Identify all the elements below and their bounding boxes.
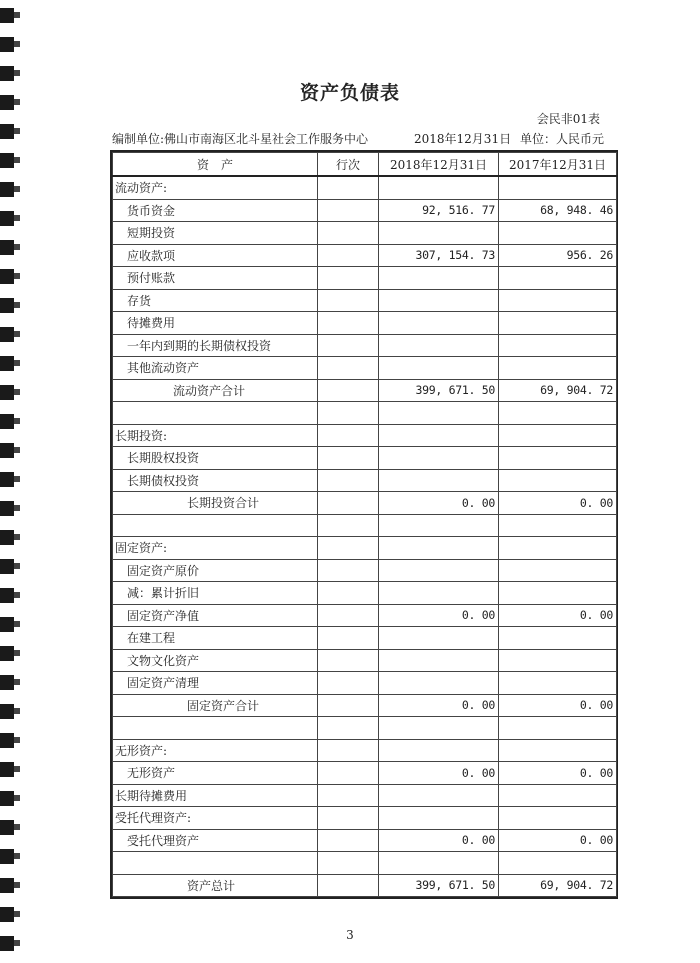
row-line-no bbox=[318, 492, 379, 515]
table-row bbox=[113, 469, 617, 492]
row-prior-value bbox=[499, 739, 617, 762]
row-current-value bbox=[379, 514, 499, 537]
table-row bbox=[113, 289, 617, 312]
row-current-value bbox=[379, 447, 499, 470]
table-header-row bbox=[113, 153, 617, 177]
row-label: 固定资产原价 bbox=[113, 559, 318, 582]
table-row bbox=[113, 852, 617, 875]
row-label: 应收款项 bbox=[113, 244, 318, 267]
row-label: 长期待摊费用 bbox=[113, 784, 318, 807]
row-prior-value bbox=[499, 176, 617, 199]
row-current-value bbox=[379, 222, 499, 245]
row-label: 货币资金 bbox=[113, 199, 318, 222]
row-line-no bbox=[318, 717, 379, 740]
row-prior-value: 956. 26 bbox=[499, 244, 617, 267]
row-line-no bbox=[318, 402, 379, 425]
row-label: 长期债权投资 bbox=[113, 469, 318, 492]
report-date: 2018年12月31日 bbox=[414, 132, 512, 146]
row-label: 固定资产: bbox=[113, 537, 318, 560]
row-label bbox=[113, 514, 318, 537]
row-line-no bbox=[318, 244, 379, 267]
row-line-no bbox=[318, 807, 379, 830]
row-prior-value bbox=[499, 784, 617, 807]
row-line-no bbox=[318, 267, 379, 290]
row-line-no bbox=[318, 784, 379, 807]
reporting-unit: 编制单位:佛山市南海区北斗星社会工作服务中心 bbox=[112, 132, 369, 146]
row-line-no bbox=[318, 739, 379, 762]
row-label: 受托代理资产: bbox=[113, 807, 318, 830]
row-label: 长期股权投资 bbox=[113, 447, 318, 470]
row-current-value bbox=[379, 267, 499, 290]
table-row bbox=[113, 357, 617, 380]
currency-unit: 单位：人民币元 bbox=[520, 132, 605, 146]
row-current-value: 0. 00 bbox=[379, 694, 499, 717]
column-header-line-no: 行次 bbox=[318, 153, 379, 177]
row-line-no bbox=[318, 627, 379, 650]
row-prior-value bbox=[499, 267, 617, 290]
row-prior-value: 69, 904. 72 bbox=[499, 874, 617, 897]
row-current-value bbox=[379, 312, 499, 335]
row-line-no bbox=[318, 762, 379, 785]
row-prior-value: 68, 948. 46 bbox=[499, 199, 617, 222]
table-row bbox=[113, 717, 617, 740]
table-row bbox=[113, 334, 617, 357]
row-line-no bbox=[318, 289, 379, 312]
row-prior-value bbox=[499, 559, 617, 582]
row-line-no bbox=[318, 176, 379, 199]
row-line-no bbox=[318, 357, 379, 380]
row-current-value bbox=[379, 334, 499, 357]
row-line-no bbox=[318, 559, 379, 582]
row-prior-value bbox=[499, 334, 617, 357]
row-label: 固定资产清理 bbox=[113, 672, 318, 695]
row-label: 存货 bbox=[113, 289, 318, 312]
row-prior-value bbox=[499, 627, 617, 650]
page-title: 资产负债表 bbox=[299, 82, 400, 104]
row-label: 无形资产: bbox=[113, 739, 318, 762]
row-line-no bbox=[318, 334, 379, 357]
row-line-no bbox=[318, 874, 379, 897]
row-label: 待摊费用 bbox=[113, 312, 318, 335]
table-row bbox=[113, 424, 617, 447]
table-row bbox=[113, 627, 617, 650]
table-row bbox=[113, 514, 617, 537]
row-prior-value bbox=[499, 357, 617, 380]
row-label bbox=[113, 852, 318, 875]
row-current-value: 307, 154. 73 bbox=[379, 244, 499, 267]
row-label: 固定资产净值 bbox=[113, 604, 318, 627]
row-label: 流动资产: bbox=[113, 176, 318, 199]
form-number: 会民非01表 bbox=[536, 112, 600, 126]
row-line-no bbox=[318, 694, 379, 717]
row-label: 无形资产 bbox=[113, 762, 318, 785]
row-current-value bbox=[379, 784, 499, 807]
row-label bbox=[113, 402, 318, 425]
row-prior-value bbox=[499, 649, 617, 672]
table-row bbox=[113, 447, 617, 470]
row-line-no bbox=[318, 199, 379, 222]
row-line-no bbox=[318, 469, 379, 492]
row-line-no bbox=[318, 604, 379, 627]
row-current-value bbox=[379, 289, 499, 312]
row-prior-value bbox=[499, 289, 617, 312]
column-header-current-year: 2018年12月31日 bbox=[379, 153, 499, 177]
column-header-assets: 资 产 bbox=[113, 153, 318, 177]
row-prior-value: 0. 00 bbox=[499, 694, 617, 717]
table-row bbox=[113, 312, 617, 335]
row-current-value bbox=[379, 649, 499, 672]
row-prior-value bbox=[499, 537, 617, 560]
row-current-value bbox=[379, 582, 499, 605]
table-row bbox=[113, 784, 617, 807]
row-prior-value bbox=[499, 424, 617, 447]
row-current-value bbox=[379, 424, 499, 447]
row-prior-value: 69, 904. 72 bbox=[499, 379, 617, 402]
row-current-value bbox=[379, 559, 499, 582]
table-row bbox=[113, 649, 617, 672]
row-label: 资产总计 bbox=[113, 874, 318, 897]
row-label: 预付账款 bbox=[113, 267, 318, 290]
row-current-value bbox=[379, 537, 499, 560]
row-prior-value bbox=[499, 852, 617, 875]
row-line-no bbox=[318, 537, 379, 560]
row-line-no bbox=[318, 514, 379, 537]
spiral-binding-holes bbox=[14, 0, 20, 963]
row-line-no bbox=[318, 424, 379, 447]
row-prior-value bbox=[499, 469, 617, 492]
row-prior-value bbox=[499, 582, 617, 605]
row-current-value: 92, 516. 77 bbox=[379, 199, 499, 222]
row-current-value: 0. 00 bbox=[379, 829, 499, 852]
report-header-line bbox=[112, 130, 612, 146]
column-header-prior-year: 2017年12月31日 bbox=[499, 153, 617, 177]
row-current-value bbox=[379, 852, 499, 875]
spiral-binding bbox=[0, 0, 14, 963]
row-current-value: 0. 00 bbox=[379, 762, 499, 785]
row-prior-value bbox=[499, 402, 617, 425]
table-row bbox=[113, 874, 617, 897]
row-label: 短期投资 bbox=[113, 222, 318, 245]
row-line-no bbox=[318, 222, 379, 245]
row-current-value bbox=[379, 627, 499, 650]
row-label: 文物文化资产 bbox=[113, 649, 318, 672]
row-prior-value bbox=[499, 312, 617, 335]
row-label: 减：累计折旧 bbox=[113, 582, 318, 605]
table-row bbox=[113, 739, 617, 762]
row-prior-value: 0. 00 bbox=[499, 492, 617, 515]
table-row bbox=[113, 537, 617, 560]
table-row bbox=[113, 807, 617, 830]
row-current-value bbox=[379, 402, 499, 425]
row-label: 长期投资合计 bbox=[113, 492, 318, 515]
row-line-no bbox=[318, 379, 379, 402]
table-row bbox=[113, 199, 617, 222]
row-current-value bbox=[379, 672, 499, 695]
table-row bbox=[113, 559, 617, 582]
table-row bbox=[113, 672, 617, 695]
table-row bbox=[113, 582, 617, 605]
row-prior-value bbox=[499, 672, 617, 695]
row-prior-value bbox=[499, 717, 617, 740]
row-prior-value bbox=[499, 807, 617, 830]
row-line-no bbox=[318, 447, 379, 470]
row-prior-value: 0. 00 bbox=[499, 829, 617, 852]
row-label: 其他流动资产 bbox=[113, 357, 318, 380]
row-current-value bbox=[379, 717, 499, 740]
row-line-no bbox=[318, 829, 379, 852]
row-current-value bbox=[379, 739, 499, 762]
table-row bbox=[113, 222, 617, 245]
row-line-no bbox=[318, 649, 379, 672]
table-row bbox=[113, 492, 617, 515]
row-line-no bbox=[318, 852, 379, 875]
row-current-value: 399, 671. 50 bbox=[379, 379, 499, 402]
row-prior-value: 0. 00 bbox=[499, 762, 617, 785]
row-current-value bbox=[379, 357, 499, 380]
row-label: 流动资产合计 bbox=[113, 379, 318, 402]
row-current-value bbox=[379, 807, 499, 830]
table-row bbox=[113, 829, 617, 852]
row-label bbox=[113, 717, 318, 740]
table-row bbox=[113, 176, 617, 199]
row-current-value: 0. 00 bbox=[379, 604, 499, 627]
row-current-value bbox=[379, 469, 499, 492]
row-current-value bbox=[379, 176, 499, 199]
row-line-no bbox=[318, 582, 379, 605]
table-row bbox=[113, 244, 617, 267]
row-current-value: 0. 00 bbox=[379, 492, 499, 515]
table-row bbox=[113, 762, 617, 785]
page-number: 3 bbox=[346, 928, 354, 942]
table-row bbox=[113, 604, 617, 627]
balance-sheet-table bbox=[110, 150, 618, 899]
table-row bbox=[113, 379, 617, 402]
row-label: 一年内到期的长期债权投资 bbox=[113, 334, 318, 357]
row-label: 在建工程 bbox=[113, 627, 318, 650]
row-prior-value bbox=[499, 514, 617, 537]
row-prior-value bbox=[499, 447, 617, 470]
row-line-no bbox=[318, 672, 379, 695]
table-row bbox=[113, 267, 617, 290]
row-prior-value: 0. 00 bbox=[499, 604, 617, 627]
row-label: 长期投资: bbox=[113, 424, 318, 447]
row-current-value: 399, 671. 50 bbox=[379, 874, 499, 897]
row-label: 固定资产合计 bbox=[113, 694, 318, 717]
table-row bbox=[113, 402, 617, 425]
row-label: 受托代理资产 bbox=[113, 829, 318, 852]
row-line-no bbox=[318, 312, 379, 335]
row-prior-value bbox=[499, 222, 617, 245]
table-row bbox=[113, 694, 617, 717]
